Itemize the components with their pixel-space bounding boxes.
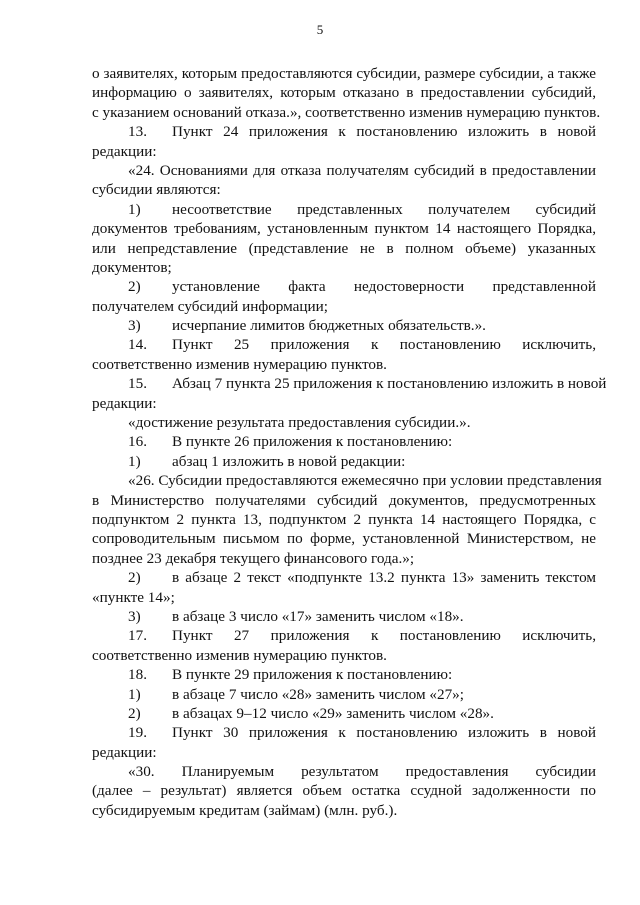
numbered-line — [92, 335, 596, 354]
line-text: в абзаце 2 текст «подпункте 13.2 пункта 13» заменить текстом — [172, 569, 596, 587]
line-text: Абзац 7 пункта 25 приложения к постановлению изложить в новой — [172, 375, 607, 393]
numbered-line — [92, 316, 596, 335]
numbered-line — [92, 122, 596, 141]
line-text: «30. Планируемым результатом предоставления субсидии — [128, 763, 596, 781]
text-line — [92, 762, 596, 781]
item-number: 1) — [128, 685, 141, 703]
item-number: 17. — [128, 627, 147, 645]
line-text: документов требованиям, установленным пунктом 14 настоящего Порядка, — [92, 220, 596, 238]
numbered-line — [92, 665, 596, 684]
line-text: субсидируемым кредитам (займам) (млн. руб.). — [92, 801, 398, 819]
text-line — [92, 471, 602, 490]
item-number: 3) — [128, 607, 141, 625]
text-line — [92, 549, 596, 568]
text-line — [92, 355, 596, 374]
line-text: информацию о заявителях, которым отказано в предоставлении субсидий, — [92, 84, 596, 102]
text-line — [92, 588, 596, 607]
line-text: в абзаце 3 число «17» заменить числом «18». — [172, 607, 464, 625]
item-number: 13. — [128, 123, 147, 141]
text-line — [92, 491, 596, 510]
line-text: «пункте 14»; — [92, 588, 175, 606]
text-line — [92, 103, 601, 122]
item-number: 15. — [128, 375, 147, 393]
item-number: 1) — [128, 200, 141, 218]
text-line — [92, 413, 596, 432]
line-text: «26. Субсидии предоставляются ежемесячно при условии представления — [128, 472, 602, 490]
page-number: 5 — [316, 22, 324, 37]
numbered-line — [92, 452, 596, 471]
line-text: о заявителях, которым предоставляются субсидии, размере субсидии, а также — [92, 65, 596, 82]
line-text: соответственно изменив нумерацию пунктов. — [92, 355, 387, 373]
text-line — [92, 510, 596, 529]
line-text: редакции: — [92, 142, 157, 160]
text-line — [92, 219, 596, 238]
line-text: установление факта недостоверности представленной — [172, 278, 596, 296]
line-text: (далее – результат) является объем остатка ссудной задолженности по — [92, 782, 596, 800]
line-text: соответственно изменив нумерацию пунктов. — [92, 646, 387, 664]
item-number: 19. — [128, 724, 147, 742]
item-number: 1) — [128, 452, 141, 470]
text-line — [92, 64, 596, 83]
line-text: Пункт 24 приложения к постановлению изложить в новой — [172, 123, 596, 141]
numbered-line — [92, 432, 596, 451]
line-text: Пункт 25 приложения к постановлению исключить, — [172, 336, 596, 354]
item-number: 2) — [128, 278, 141, 296]
numbered-line — [92, 685, 596, 704]
numbered-line — [92, 607, 596, 626]
line-text: в Министерство получателями субсидий документов, предусмотренных — [92, 491, 596, 509]
text-line — [92, 781, 596, 800]
text-line — [92, 529, 596, 548]
line-text: «24. Основаниями для отказа получателям субсидий в предоставлении — [128, 161, 596, 179]
numbered-line — [92, 277, 596, 296]
text-line — [92, 743, 596, 762]
text-line — [92, 297, 596, 316]
text-line — [92, 394, 596, 413]
line-text: Пункт 30 приложения к постановлению изложить в новой — [172, 724, 596, 742]
text-line — [92, 258, 596, 277]
item-number: 2) — [128, 704, 141, 722]
line-text: В пункте 29 приложения к постановлению: — [172, 666, 453, 684]
numbered-line — [92, 723, 596, 742]
line-text: несоответствие представленных получателем субсидий — [172, 200, 596, 218]
numbered-line — [92, 568, 596, 587]
line-text: редакции: — [92, 394, 157, 412]
line-text: редакции: — [92, 743, 157, 761]
numbered-line — [92, 704, 596, 723]
line-text: получателем субсидий информации; — [92, 297, 328, 315]
document-body — [92, 64, 607, 820]
line-text: или непредставление (представление не в полном объеме) указанных — [92, 239, 596, 257]
line-text: в абзацах 9–12 число «29» заменить числом «28». — [172, 704, 494, 722]
line-text: сопроводительным письмом по форме, установленной Министерством, не — [92, 530, 596, 548]
line-text: Пункт 27 приложения к постановлению исключить, — [172, 627, 596, 645]
item-number: 14. — [128, 336, 147, 354]
line-text: документов; — [92, 258, 172, 276]
text-line — [92, 180, 596, 199]
line-text: исчерпание лимитов бюджетных обязательств.». — [172, 317, 486, 335]
line-text: «достижение результата предоставления субсидии.». — [128, 414, 471, 432]
text-line — [92, 83, 596, 102]
line-text: абзац 1 изложить в новой редакции: — [172, 452, 406, 470]
line-text: субсидии являются: — [92, 181, 221, 199]
text-line — [92, 801, 596, 820]
line-text: с указанием оснований отказа.», соответственно изменив нумерацию пунктов. — [92, 103, 601, 121]
line-text: подпунктом 2 пункта 13, подпунктом 2 пункта 14 настоящего Порядка, с — [92, 510, 596, 528]
text-line — [92, 161, 596, 180]
item-number: 3) — [128, 317, 141, 335]
item-number: 2) — [128, 569, 141, 587]
numbered-line — [92, 374, 607, 393]
text-line — [92, 142, 596, 161]
text-line — [92, 239, 596, 258]
numbered-line — [92, 200, 596, 219]
text-line — [92, 646, 596, 665]
numbered-line — [92, 626, 596, 645]
line-text: позднее 23 декабря текущего финансового года.»; — [92, 549, 415, 567]
line-text: в абзаце 7 число «28» заменить числом «27»; — [172, 685, 464, 703]
item-number: 16. — [128, 433, 147, 451]
item-number: 18. — [128, 666, 147, 684]
line-text: В пункте 26 приложения к постановлению: — [172, 433, 453, 451]
